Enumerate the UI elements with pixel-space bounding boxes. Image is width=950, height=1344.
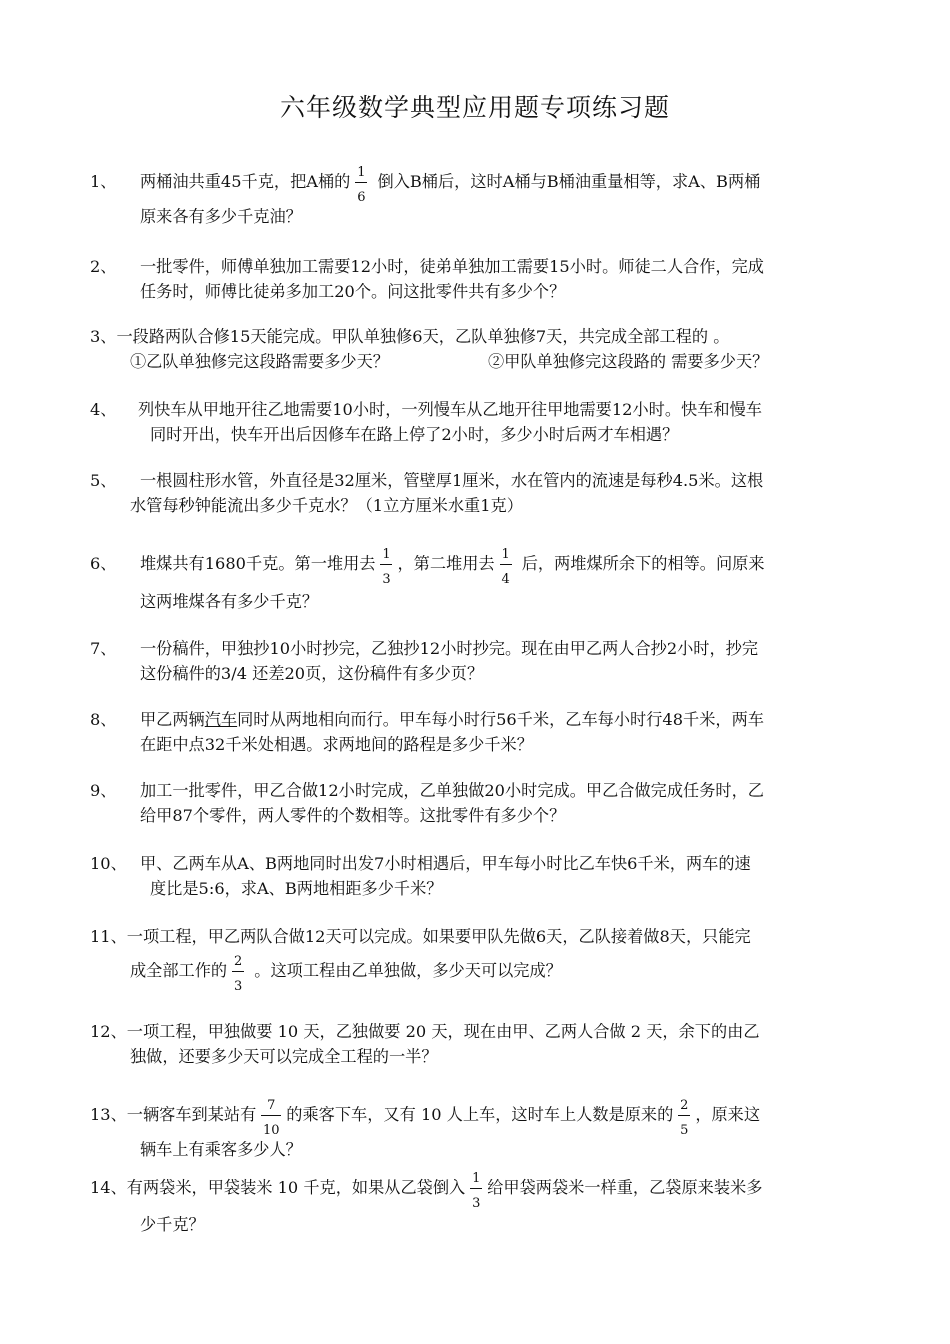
fraction: $\frac{1}{3}$ (382, 547, 391, 587)
question-number: 4、 (90, 400, 117, 419)
question-11-line-1: 11、一项工程，甲乙两队合做12天可以完成。如果要甲队先做6天，乙队接着做8天，只能完 (90, 927, 751, 946)
underlined-word: 汽车 (204, 710, 238, 729)
question-10-line-1: 甲、乙两车从A、B两地同时出发7小时相遇后，甲车每小时比乙车快6千米，两车的速 (140, 854, 751, 873)
question-6-line-1: 堆煤共有1680千克。第一堆用去 $\frac{1}{3}$ ，第二堆用去 $\frac{1}{4}$ 后，两堆煤所余下的相等。问原来 (140, 547, 765, 587)
question-number: 5、 (90, 471, 117, 490)
question-number: 2、 (90, 257, 117, 276)
question-4-line-2: 同时开出，快车开出后因修车在路上停了2小时，多少小时后两才车相遇？ (150, 425, 679, 444)
question-8-line-2: 在距中点32千米处相遇。求两地间的路程是多少千米？ (140, 735, 533, 754)
fraction: $\frac{2}{5}$ (680, 1098, 689, 1138)
question-4-line-1: 列快车从甲地开往乙地需要10小时，一列慢车从乙地开往甲地需要12小时。快车和慢车 (138, 400, 762, 419)
fraction: $\frac{1}{3}$ (472, 1171, 481, 1211)
question-14-line-1: 14、有两袋米，甲袋装米 10 千克，如果从乙袋倒入 $\frac{1}{3}$ 给甲袋两袋米一样重，乙袋原来装米多 (90, 1171, 763, 1211)
question-1-line-1: 两桶油共重45千克，把A桶的 $\frac{1}{6}$ 倒入B桶后，这时A桶与B桶油重量相等，求A、B两桶 (140, 165, 761, 205)
question-number: 7、 (90, 639, 117, 658)
question-number: 9、 (90, 781, 117, 800)
question-2-line-1: 一批零件，师傅单独加工需要12小时，徒弟单独加工需要15小时。师徒二人合作，完成 (140, 257, 764, 276)
question-7-line-1: 一份稿件，甲独抄10小时抄完，乙独抄12小时抄完。现在由甲乙两人合抄2小时，抄完 (140, 639, 759, 658)
question-11-line-2: 成全部工作的 $\frac{2}{3}$ 。这项工程由乙单独做，多少天可以完成？ (130, 954, 562, 994)
question-number: 8、 (90, 710, 117, 729)
question-3-part-1: ①乙队单独修完这段路需要多少天？ (130, 352, 389, 371)
question-13-line-2: 辆车上有乘客多少人？ (140, 1140, 302, 1159)
question-2-line-2: 任务时，师傅比徒弟多加工20个。问这批零件共有多少个？ (140, 282, 566, 301)
question-3-line-1: 3、一段路两队合修15天能完成。甲队单独修6天，乙队单独修7天，共完成全部工程的 。 (90, 327, 730, 346)
question-6-line-2: 这两堆煤各有多少千克？ (140, 592, 319, 611)
fraction: $\frac{2}{3}$ (233, 954, 243, 994)
question-12-line-1: 12、一项工程，甲独做要 10 天，乙独做要 20 天，现在由甲、乙两人合做 2 天，余下的由乙 (90, 1022, 760, 1041)
fraction: $\frac{1}{4}$ (501, 547, 510, 587)
question-10-line-2: 度比是5:6，求A、B两地相距多少千米？ (150, 879, 443, 898)
question-9-line-1: 加工一批零件，甲乙合做12小时完成，乙单独做20小时完成。甲乙合做完成任务时，乙 (140, 781, 764, 800)
question-5-line-2: 水管每秒钟能流出多少千克水？（1立方厘米水重1克） (130, 496, 523, 515)
question-13-line-1: 13、一辆客车到某站有 $\frac{7}{10}$ 的乘客下车，又有 10 人上车，这时车上人数是原来的 $\frac{2}{5}$ ，原来这 (90, 1098, 761, 1138)
page-title: 六年级数学典型应用题专项练习题 (279, 93, 670, 122)
question-1-line-2: 原来各有多少千克油？ (140, 207, 302, 226)
question-number: 1、 (90, 172, 117, 191)
question-12-line-2: 独做，还要多少天可以完成全工程的一半？ (130, 1047, 438, 1066)
question-5-line-1: 一根圆柱形水管，外直径是32厘米，管壁厚1厘米，水在管内的流速是每秒4.5米。这根 (140, 471, 764, 490)
question-number: 6、 (90, 554, 117, 573)
question-7-line-2: 这份稿件的3/4 还差20页，这份稿件有多少页？ (140, 664, 484, 683)
fraction: $\frac{1}{6}$ (357, 165, 366, 205)
question-9-line-2: 给甲87个零件，两人零件的个数相等。这批零件有多少个？ (140, 806, 566, 825)
question-8-line-1: 甲乙两辆汽车同时从两地相向而行。甲车每小时行56千米，乙车每小时行48千米，两车 (140, 710, 764, 729)
fraction: $\frac{7}{10}$ (263, 1098, 280, 1138)
question-number: 10、 (90, 854, 127, 873)
question-14-line-2: 少千克？ (140, 1215, 205, 1234)
question-3-part-2: ②甲队单独修完这段路的 需要多少天？ (488, 352, 769, 371)
